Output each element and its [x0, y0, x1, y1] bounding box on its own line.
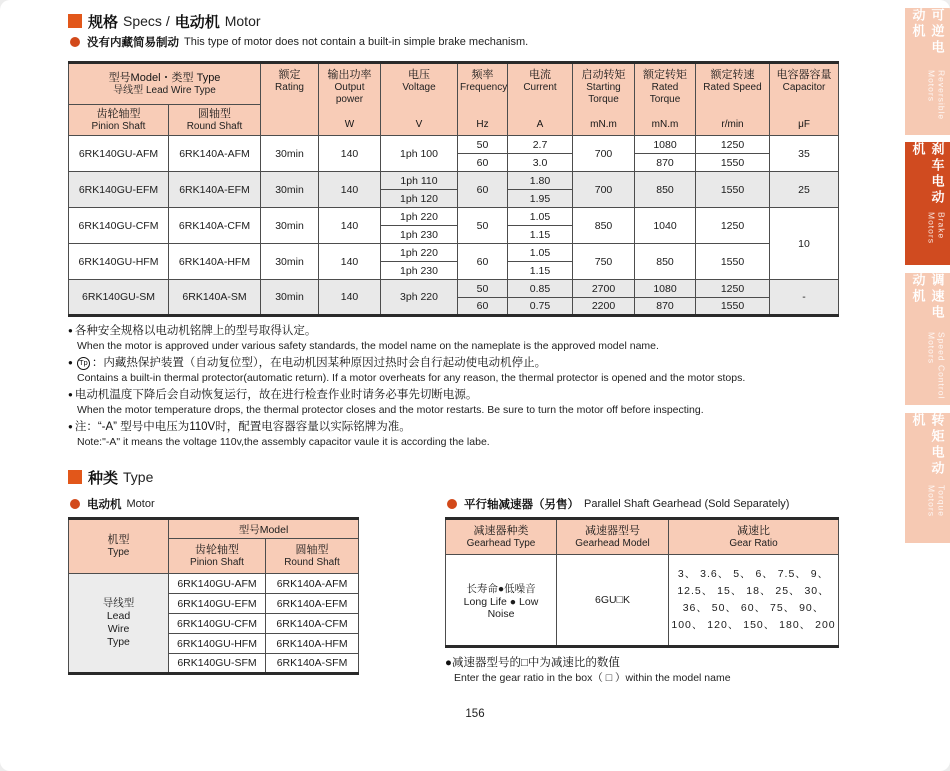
cell: 60: [458, 298, 508, 316]
note-bullet-icon: ●: [68, 358, 73, 367]
specs-title-zh2: 电动机: [174, 13, 220, 31]
cell: 50: [458, 208, 508, 244]
specs-title-en2: Motor: [224, 13, 261, 29]
cell: 0.85: [508, 280, 573, 298]
cell: 1ph 220: [381, 208, 458, 226]
header-machine-type: 机型 Type: [69, 519, 169, 574]
note-bullet-icon: ●: [68, 326, 73, 335]
cell: 25: [770, 172, 839, 208]
model-round-cell: 6RK140A-AFM: [169, 136, 261, 172]
section-square-icon: [68, 14, 82, 28]
model-round-cell: 6RK140A-EFM: [169, 172, 261, 208]
table-row: [446, 555, 839, 647]
cell: 140: [319, 136, 381, 172]
model-pinion-cell: 6RK140GU-CFM: [169, 614, 266, 634]
cell: 850: [635, 244, 696, 280]
sidebar-tab-torque-motors[interactable]: 转矩电动机 Torque Motors: [905, 413, 950, 543]
cell: 60: [458, 154, 508, 172]
header-col-rating: 额定 Rating: [261, 63, 319, 136]
table-row: [69, 208, 839, 226]
cell: 1080: [635, 136, 696, 154]
model-pinion-cell: 6RK140GU-SFM: [169, 654, 266, 674]
model-round-cell: 6RK140A-SM: [169, 280, 261, 316]
specs-title-en: Specs /: [123, 13, 170, 29]
cell: 700: [573, 172, 635, 208]
model-round-cell: 6RK140A-CFM: [169, 208, 261, 244]
model-round-cell: 6RK140A-HFM: [266, 634, 359, 654]
cell: 2.7: [508, 136, 573, 154]
cell: 1.05: [508, 244, 573, 262]
header-gearhead-type: 减速器种类 Gearhead Type: [446, 519, 557, 555]
cell: 0.75: [508, 298, 573, 316]
cell: 140: [319, 208, 381, 244]
note-bullet-icon: ●: [68, 390, 73, 399]
cell: 35: [770, 136, 839, 172]
cell: 1550: [696, 298, 770, 316]
cell: 1250: [696, 136, 770, 154]
model-pinion-cell: 6RK140GU-CFM: [69, 208, 169, 244]
header-col-rated-speed: 额定转速 Rated Speed r/min: [696, 63, 770, 136]
cell: 750: [573, 244, 635, 280]
cell: 3.0: [508, 154, 573, 172]
notes: [68, 323, 838, 450]
sidebar-tab-speed-control-motors[interactable]: 调速电动机 Speed Control Motors: [905, 273, 950, 405]
cell: 60: [458, 172, 508, 208]
bullet-icon: [70, 37, 80, 47]
cell: 1.15: [508, 262, 573, 280]
gearhead-type-cell: 长寿命●低噪音 Long Life ● Low Noise: [446, 555, 557, 647]
cell: 1ph 100: [381, 136, 458, 172]
cell: 1ph 230: [381, 226, 458, 244]
model-pinion-cell: 6RK140GU-AFM: [69, 136, 169, 172]
header-col-rated-torque: 额定转矩 Rated Torque mN.m: [635, 63, 696, 136]
header-gearhead-model: 减速器型号 Gearhead Model: [557, 519, 669, 555]
table-row: [69, 172, 839, 190]
gearhead-block: [445, 494, 838, 686]
cell: 1.80: [508, 172, 573, 190]
lead-wire-type-cell: 导线型 Lead Wire Type: [69, 574, 169, 674]
cell: 1.05: [508, 208, 573, 226]
specs-section-title: [68, 10, 838, 32]
table-row: [69, 574, 359, 594]
cell: 140: [319, 244, 381, 280]
header-pinion-shaft: 齿轮轴型 Pinion Shaft: [69, 105, 169, 136]
cell: 140: [319, 172, 381, 208]
model-pinion-cell: 6RK140GU-SM: [69, 280, 169, 316]
type-columns: [68, 494, 838, 686]
model-pinion-cell: 6RK140GU-EFM: [69, 172, 169, 208]
cell: 1ph 120: [381, 190, 458, 208]
cell: 50: [458, 136, 508, 154]
model-pinion-cell: 6RK140GU-AFM: [169, 574, 266, 594]
cell: 30min: [261, 244, 319, 280]
motor-label: 电动机 Motor: [70, 496, 358, 512]
header-col-voltage: 电压 Voltage V: [381, 63, 458, 136]
header-col-frequency: 频率 Frequency Hz: [458, 63, 508, 136]
gearhead-model-cell: 6GU□K: [557, 555, 669, 647]
cell: 1ph 110: [381, 172, 458, 190]
cell: 870: [635, 298, 696, 316]
cell: 60: [458, 244, 508, 280]
model-round-cell: 6RK140A-EFM: [266, 594, 359, 614]
motor-type-table: [68, 517, 359, 675]
model-round-cell: 6RK140A-SFM: [266, 654, 359, 674]
cell: 3ph 220: [381, 280, 458, 316]
no-brake-note: 没有内藏简易制动 This type of motor does not contain a built-in simple brake mechanism.: [70, 34, 838, 50]
cell: 30min: [261, 172, 319, 208]
gearhead-note: ● 减速器型号的□中为减速比的数值 Enter the gear ratio in the box（ □ ）within the model name: [445, 657, 731, 684]
main-content: [68, 10, 838, 686]
cell: 1ph 220: [381, 244, 458, 262]
sidebar-tab-brake-motors[interactable]: 刹车电动机 Brake Motors: [905, 142, 950, 265]
cell: 30min: [261, 136, 319, 172]
bullet-icon: [447, 499, 457, 509]
bullet-icon: [70, 499, 80, 509]
note-item: ● 注：“-A” 型号中电压为110V时，配置电容器容量以实际铭牌为准。 Note:"-A" it means the voltage 110v,the assembly capacitor vaule it is according the labe.: [68, 421, 490, 448]
cell: 140: [319, 280, 381, 316]
sidebar-tab-reversible-motors[interactable]: 可逆电动机 Reversible Motors: [905, 8, 950, 135]
cell: 1ph 230: [381, 262, 458, 280]
model-round-cell: 6RK140A-HFM: [169, 244, 261, 280]
cell: 30min: [261, 208, 319, 244]
gearhead-label: 平行轴减速器（另售） Parallel Shaft Gearhead (Sold Separately): [447, 496, 838, 512]
cell: 700: [573, 136, 635, 172]
table-row: [69, 280, 839, 298]
type-section-title: 种类 Type: [68, 466, 838, 488]
cell: 2700: [573, 280, 635, 298]
header-round-shaft: 圆轴型 Round Shaft: [169, 105, 261, 136]
header-col-power: 输出功率 Output power W: [319, 63, 381, 136]
header-col-capacitor: 电容器容量 Capacitor μF: [770, 63, 839, 136]
header-gear-ratio: 减速比 Gear Ratio: [669, 519, 839, 555]
header-col-current: 电流 Current A: [508, 63, 573, 136]
cell: 1.95: [508, 190, 573, 208]
gearhead-table: [445, 517, 839, 648]
specs-title-zh: 规格: [88, 13, 119, 31]
spec-table: [68, 61, 839, 317]
note-bullet-icon: ●: [445, 657, 452, 669]
cell: 10: [770, 208, 839, 280]
header-round-shaft: 圆轴型 Round Shaft: [266, 539, 359, 574]
cell: 50: [458, 280, 508, 298]
header-pinion-shaft: 齿轮轴型 Pinion Shaft: [169, 539, 266, 574]
model-round-cell: 6RK140A-AFM: [266, 574, 359, 594]
cell: 30min: [261, 280, 319, 316]
model-pinion-cell: 6RK140GU-EFM: [169, 594, 266, 614]
cell: 1250: [696, 208, 770, 244]
page-number: 156: [465, 708, 485, 720]
cell: 1.15: [508, 226, 573, 244]
cell: 850: [635, 172, 696, 208]
cell: 870: [635, 154, 696, 172]
cell: 850: [573, 208, 635, 244]
model-round-cell: 6RK140A-CFM: [266, 614, 359, 634]
gear-ratio-cell: 3、 3.6、 5、 6、 7.5、 9、 12.5、 15、 18、 25、 30、 36、 50、 60、 75、 90、 100、 120、 150、 180、 200: [669, 555, 839, 647]
cell: -: [770, 280, 839, 316]
header-col-starting-torque: 启动转矩 Starting Torque mN.m: [573, 63, 635, 136]
section-square-icon: [68, 470, 82, 484]
header-model-group: 型号Model・类型 Type 导线型 Lead Wire Type: [69, 63, 261, 105]
motor-type-block: [68, 494, 358, 686]
cell: 1550: [696, 154, 770, 172]
cell: 2200: [573, 298, 635, 316]
cell: 1550: [696, 172, 770, 208]
model-pinion-cell: 6RK140GU-HFM: [169, 634, 266, 654]
cell: 1550: [696, 244, 770, 280]
table-row: [69, 244, 839, 262]
cell: 1040: [635, 208, 696, 244]
cell: 1250: [696, 280, 770, 298]
note-bullet-icon: ●: [68, 422, 73, 431]
cell: 1080: [635, 280, 696, 298]
note-item: ● 电动机温度下降后会自动恢复运行，故在进行检查作业时请务必事先切断电源。 When the motor temperature drops, the thermal protector closes and the motor restarts. Be sure to turn the motor off before inspecting.: [68, 389, 704, 416]
thermal-protector-icon: Tp: [77, 357, 90, 370]
note-item: ● 各种安全规格以电动机铭牌上的型号取得认定。 When the motor is approved under various safety standards, the model name on the nameplate is the approved model name.: [68, 325, 659, 352]
table-row: [69, 136, 839, 154]
note-item: ● Tp ：内藏热保护装置（自动复位型），在电动机因某种原因过热时会自行起动使电动机停止。 Contains a built-in thermal protector(automatic return). If a motor overheats for any reason, the thermal protector is opened and the motor stops.: [68, 357, 746, 384]
model-pinion-cell: 6RK140GU-HFM: [69, 244, 169, 280]
header-model-group: 型号Model: [169, 519, 359, 539]
